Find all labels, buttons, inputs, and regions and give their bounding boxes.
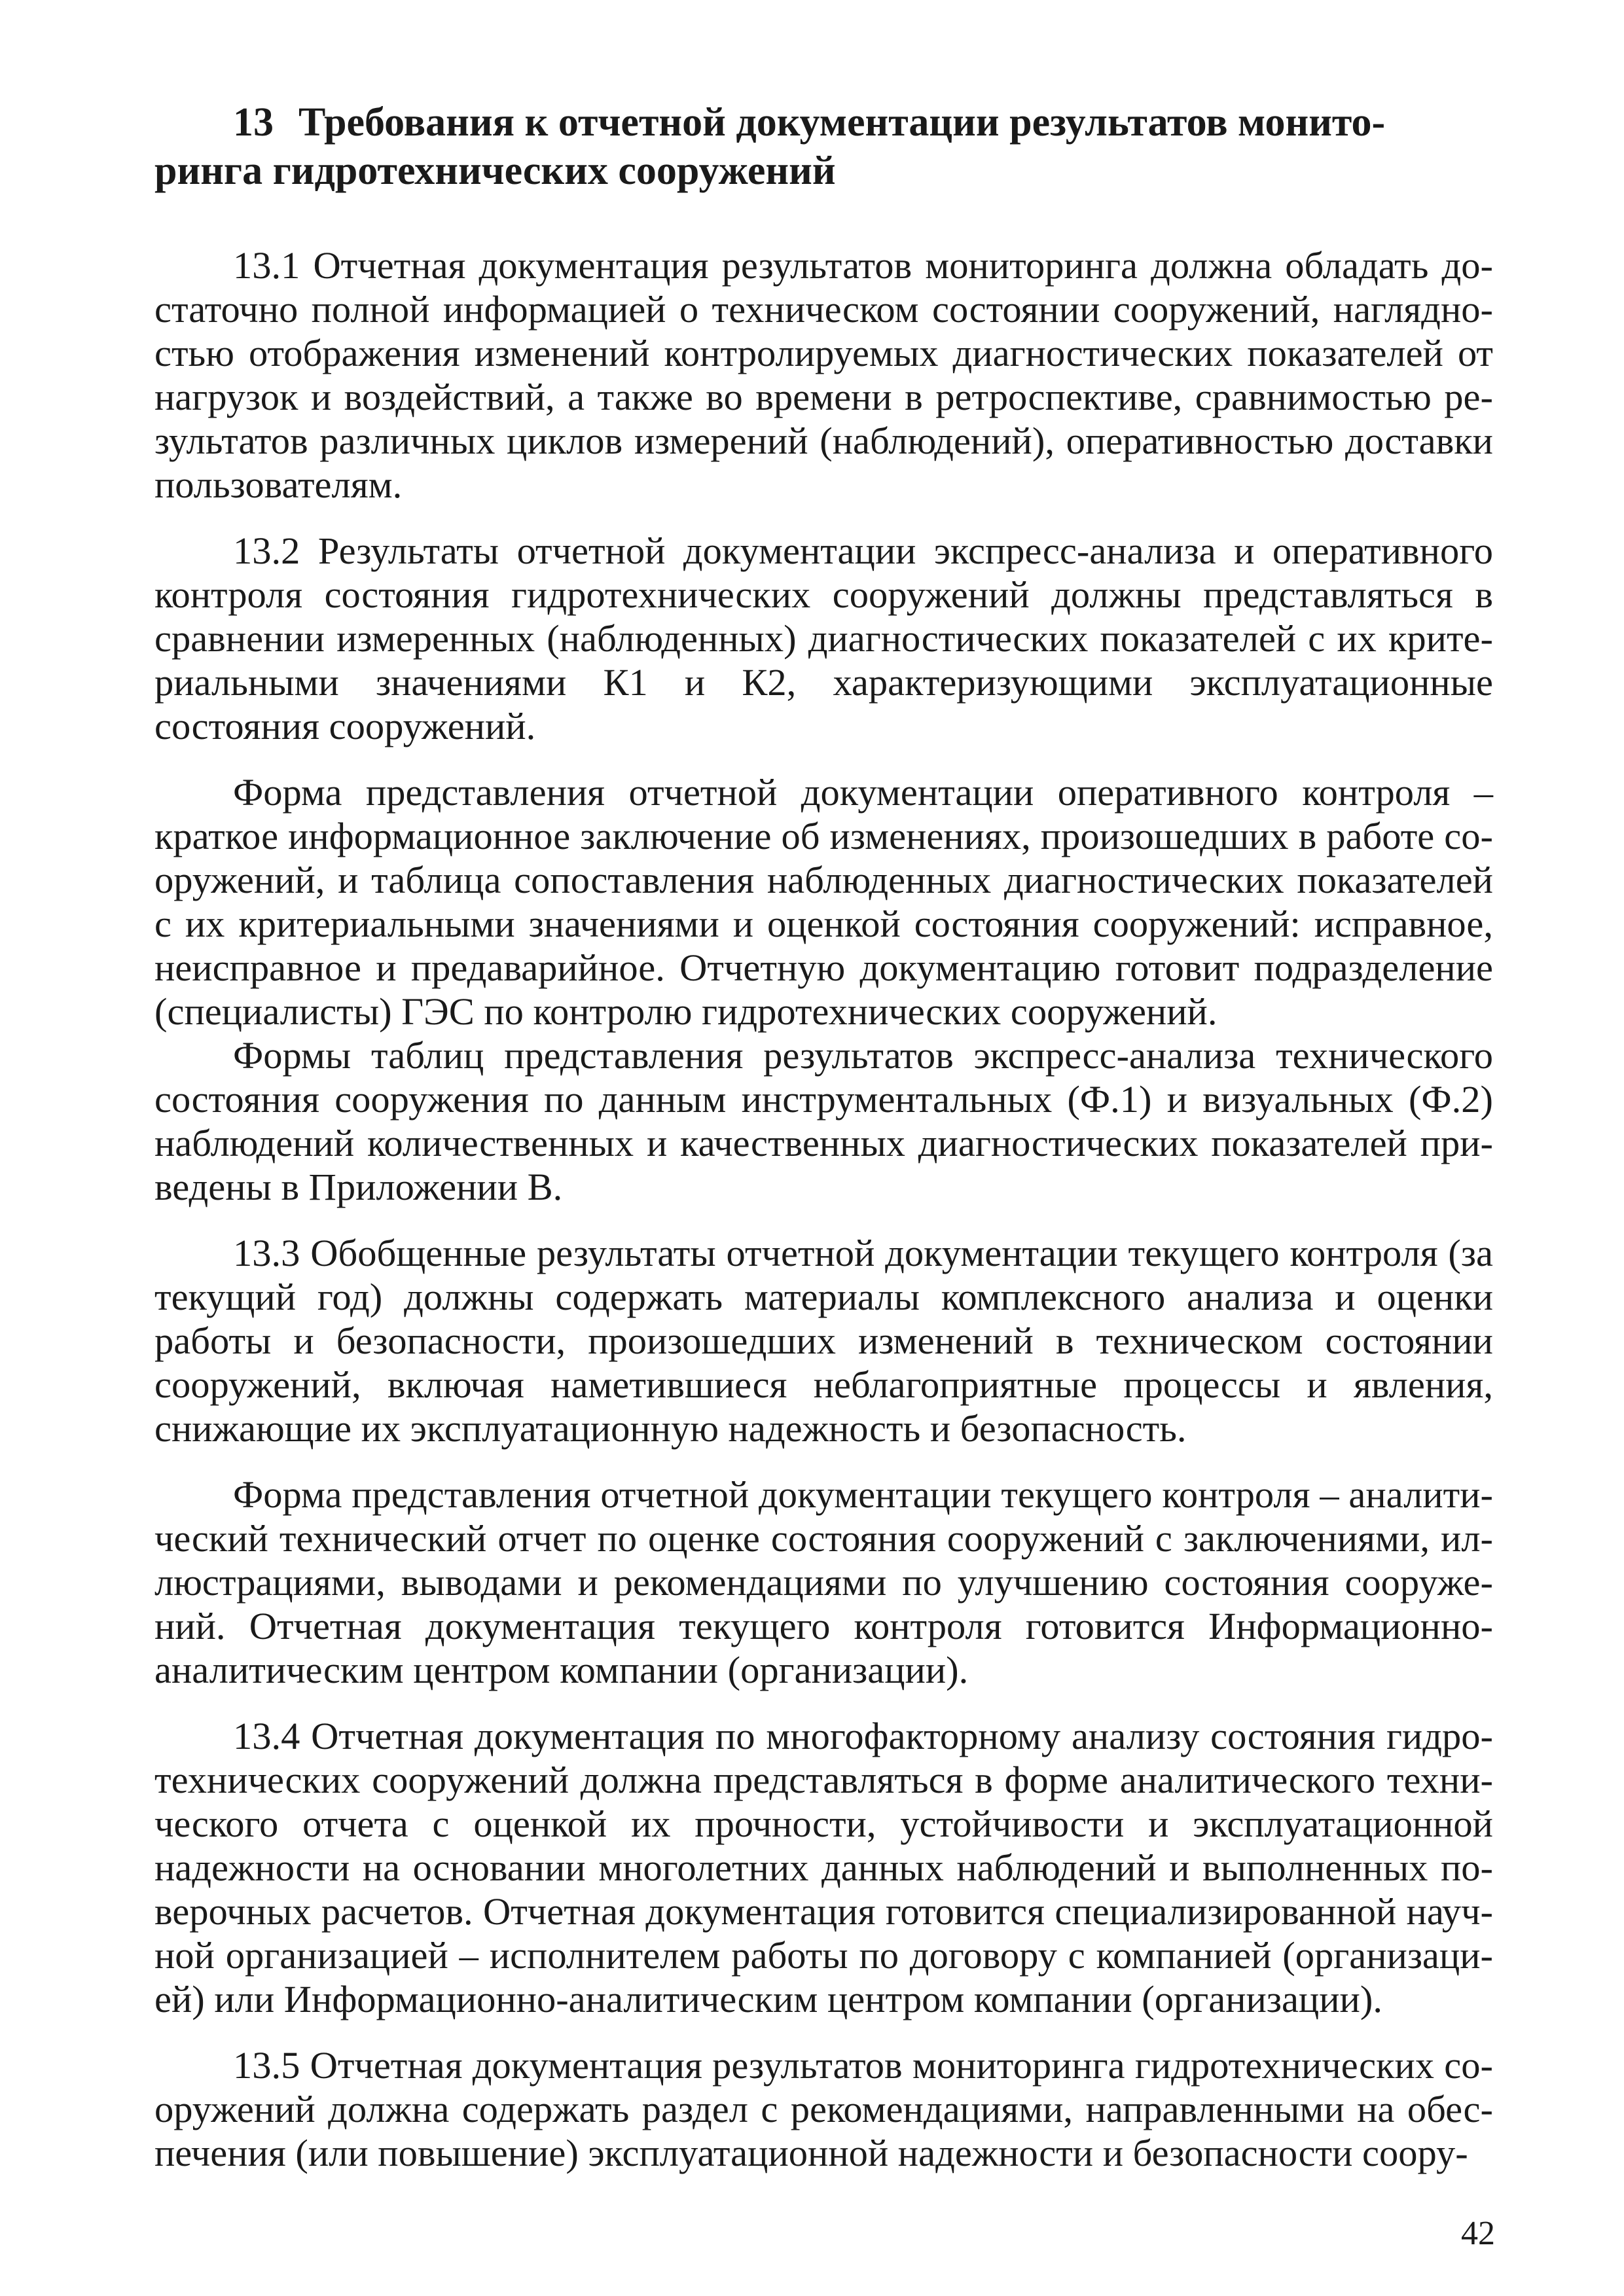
paragraph-13-1: 13.1 Отчетная документация результатов мониторинга должна обладать достаточно полной информацией о техническом состоянии сооружений, наглядностью отображения изменений контролируемых диагностических показателей от нагрузок и воздействий, а также во времени в ретроспективе, сравнимостью результатов различных циклов измерений (наблюдений), оперативностью доставки пользователям. bbox=[154, 244, 1493, 506]
section-heading-line1 bbox=[233, 98, 1493, 147]
paragraph-13-5: 13.5 Отчетная документация результатов мониторинга гидротехнических сооружений должна содержать раздел с рекомендациями, направленными на обеспечения (или повышение) эксплуатационной надежности и безопасности соору- bbox=[154, 2044, 1493, 2174]
paragraph-13-2: 13.2 Результаты отчетной документации экспресс-анализа и оперативного контроля состояния гидротехнических сооружений должны представляться в сравнении измеренных (наблюденных) диагностических показателей с их критериальными значениями К1 и К2, характеризующими эксплуатационные состояния сооружений. bbox=[154, 529, 1493, 747]
section-title-line1: Требования к отчетной документации результатов монито- bbox=[298, 100, 1386, 145]
section-heading bbox=[154, 98, 1493, 195]
paragraph-operational-control-form: Форма представления отчетной документации оперативного контроля – краткое информационное заключение об изменениях, произошедших в работе сооружений, и таблица сопоставления наблюденных диагностических показателей с их критериальными значениями и оценкой состояния сооружений: исправное, неисправное и предаварийное. Отчетную документацию готовит подразделение (специалисты) ГЭС по контролю гидротехнических сооружений. bbox=[154, 771, 1493, 1033]
section-title-line2: ринга гидротехнических сооружений bbox=[154, 149, 836, 193]
section-number: 13 bbox=[233, 100, 274, 145]
document-page bbox=[154, 98, 1493, 2175]
paragraph-13-4: 13.4 Отчетная документация по многофакторному анализу состояния гидротехнических сооружений должна представляться в форме аналитического технического отчета с оценкой их прочности, устойчивости и эксплуатационной надежности на основании многолетних данных наблюдений и выполненных поверочных расчетов. Отчетная документация готовится специализированной научной организацией – исполнителем работы по договору с компанией (организацией) или Информационно-аналитическим центром компании (организации). bbox=[154, 1715, 1493, 2020]
page-number: 42 bbox=[1461, 2215, 1495, 2252]
paragraph-current-control-form: Форма представления отчетной документации текущего контроля – аналитический технический отчет по оценке состояния сооружений с заключениями, иллюстрациями, выводами и рекомендациями по улучшению состояния сооружений. Отчетная документация текущего контроля готовится Информационно-аналитическим центром компании (организации). bbox=[154, 1473, 1493, 1691]
paragraph-express-analysis-tables: Формы таблиц представления результатов экспресс-анализа технического состояния сооружения по данным инструментальных (Ф.1) и визуальных (Ф.2) наблюдений количественных и качественных диагностических показателей приведены в Приложении В. bbox=[154, 1034, 1493, 1208]
paragraph-13-3: 13.3 Обобщенные результаты отчетной документации текущего контроля (за текущий год) должны содержать материалы комплексного анализа и оценки работы и безопасности, произошедших изменений в техническом состоянии сооружений, включая наметившиеся неблагоприятные процессы и явления, снижающие их эксплуатационную надежность и безопасность. bbox=[154, 1232, 1493, 1450]
